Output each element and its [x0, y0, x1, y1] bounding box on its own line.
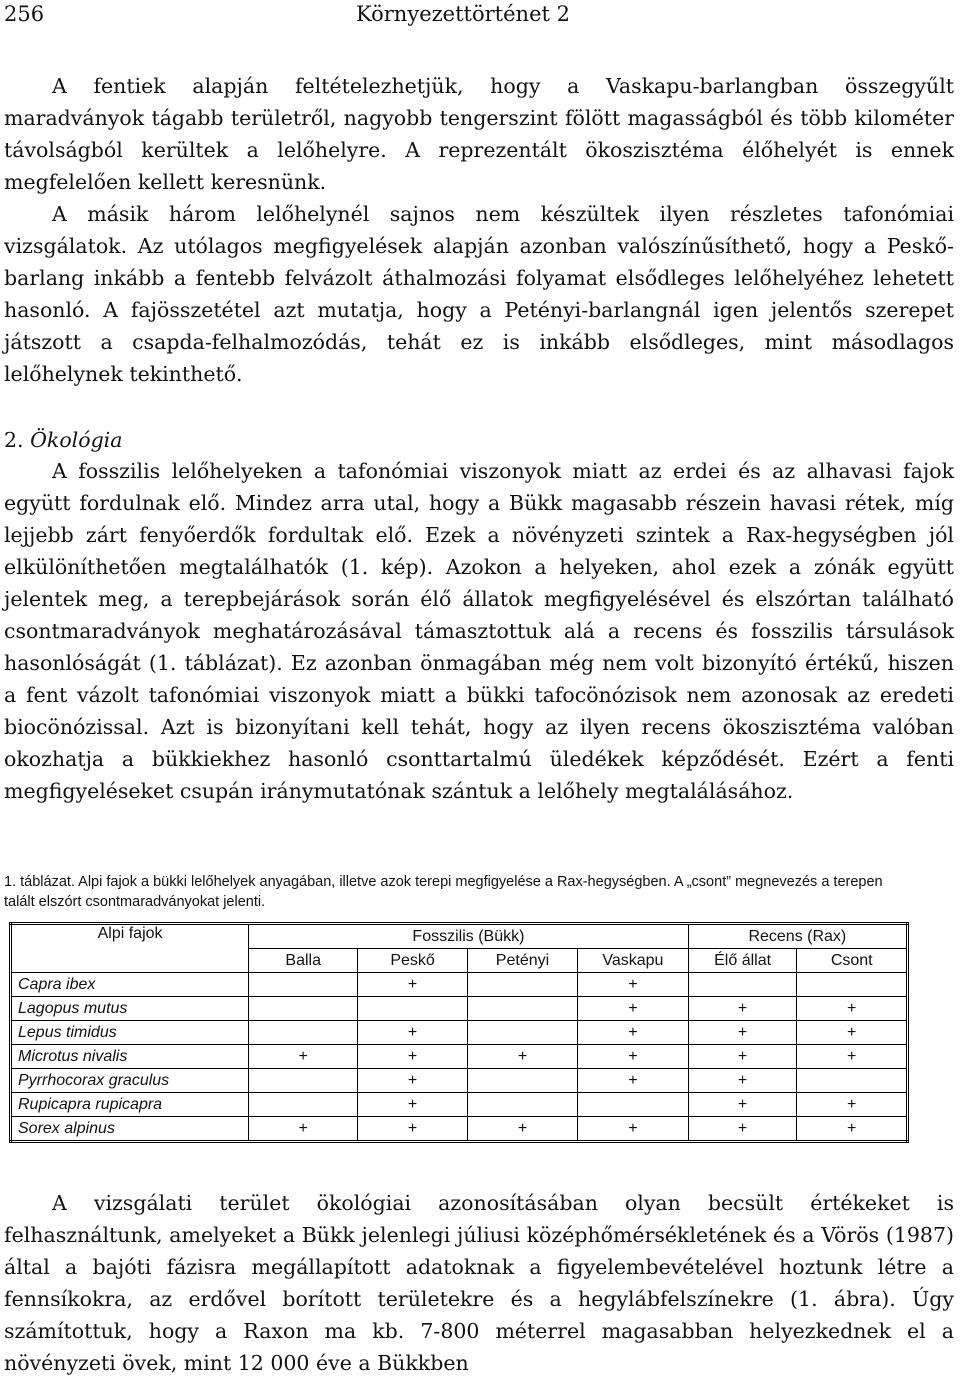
page-header	[0, 2, 960, 32]
table-cell: +	[249, 1045, 358, 1069]
table-cell: +	[688, 1069, 797, 1093]
table-cell: +	[358, 1069, 468, 1093]
page-number: 256	[4, 2, 45, 26]
table-cell: +	[467, 1045, 577, 1069]
section-title: Ökológia	[30, 428, 123, 452]
table-cell	[797, 973, 908, 997]
table-row	[11, 1093, 908, 1117]
table-cell	[467, 1093, 577, 1117]
table-cell: +	[578, 1021, 689, 1045]
table-cell: +	[797, 997, 908, 1021]
table-cell: +	[358, 1021, 468, 1045]
table-row	[11, 1069, 908, 1093]
species-name: Capra ibex	[11, 973, 249, 997]
paragraph-4: A vizsgálati terület ökológiai azonosításában olyan becsült értékeket is felhasználtunk, amelyeket a Bükk jelenlegi júliusi középhőmérsékletének és a Vörös (1987) által a bajóti fázisra megállapított adatoknak a figyelembevételével hoztunk létre a fennsíkokra, az erdővel borított területekre és a hegylábfelszínekre (1. ábra). Úgy számítottuk, hogy a Raxon ma kb. 7-800 méterrel magasabban helyezkednek el a növényzeti övek, mint 12 000 éve a Bükkben	[4, 1191, 954, 1375]
table-row	[11, 973, 908, 997]
table-cell: +	[578, 997, 689, 1021]
paragraph-3: A fosszilis lelőhelyeken a tafonómiai viszonyok miatt az erdei és az alhavasi fajok együtt fordulnak elő. Mindez arra utal, hogy a Bükk magasabb részein havasi rétek, míg lejjebb zárt fenyőerdők fordultak elő. Ezek a növényzeti szintek a Rax-hegységben jól elkülöníthetően megtalálhatók (1. kép). Azokon a helyeken, ahol ezek a zónák együtt jelentek meg, a terepbejárások során élő állatok megfigyelésével és elszórtan található csontmaradványok meghatározásával támasztottuk alá a recens és fosszilis társulások hasonlóságát (1. táblázat). Ez azonban önmagában még nem volt bizonyító értékű, hiszen a fent vázolt tafonómiai viszonyok miatt a bükki tafocönózisok nem azonosak az eredeti biocönózissal. Azt is bizonyítani kell tehát, hogy az ilyen recens ökoszisztéma valóban okozhatja a bükkiekhez hasonló csonttartalmú üledékek képződését. Ezért a fenti megfigyeléseket csupán iránymutatónak szántuk a lelőhely megtalálásához.	[4, 459, 954, 803]
species-name: Microtus nivalis	[11, 1045, 249, 1069]
column-header: Petényi	[467, 949, 577, 973]
table-cell	[249, 997, 358, 1021]
species-name: Sorex alpinus	[11, 1117, 249, 1142]
column-header: Balla	[249, 949, 358, 973]
table-cell: +	[578, 1045, 689, 1069]
species-name: Pyrrhocorax graculus	[11, 1069, 249, 1093]
table-cell: +	[688, 1117, 797, 1142]
table-cell: +	[688, 1021, 797, 1045]
table-row	[11, 1021, 908, 1045]
table-cell: +	[358, 1045, 468, 1069]
table-cell	[249, 1021, 358, 1045]
table-cell: +	[688, 1045, 797, 1069]
table-cell: +	[797, 1117, 908, 1142]
header-fossil: Fosszilis (Bükk)	[249, 924, 689, 949]
column-header: Csont	[797, 949, 908, 973]
table-cell	[358, 997, 468, 1021]
table-cell	[249, 973, 358, 997]
species-name: Rupicapra rupicapra	[11, 1093, 249, 1117]
table-header-row-1	[11, 924, 908, 949]
table-cell	[249, 1093, 358, 1117]
table-cell: +	[578, 1069, 689, 1093]
table-cell: +	[797, 1093, 908, 1117]
table-cell	[688, 973, 797, 997]
table-cell	[578, 1093, 689, 1117]
species-table	[9, 922, 909, 1143]
table-caption: 1. táblázat. Alpi fajok a bükki lelőhelyek anyagában, illetve azok terepi megfigyelése a Rax-hegységben. A „csont” megnevezés a terepen talált elszórt csontmaradványokat jelenti.	[4, 874, 883, 910]
section-heading	[4, 424, 122, 456]
table-cell: +	[358, 1093, 468, 1117]
column-header: Vaskapu	[578, 949, 689, 973]
table-cell	[467, 1021, 577, 1045]
table-cell	[249, 1069, 358, 1093]
paragraph-1: A fentiek alapján feltételezhetjük, hogy a Vaskapu-barlangban összegyűlt maradványok tágabb területről, nagyobb tengerszint fölött magasságból és több kilométer távolságból kerültek a lelőhelyre. A reprezentált ökoszisztéma élőhelyét is ennek megfelelően kellett keresnünk.	[4, 74, 954, 194]
table-cell: +	[249, 1117, 358, 1142]
table-cell: +	[797, 1021, 908, 1045]
table-cell: +	[578, 1117, 689, 1142]
table-row	[11, 1045, 908, 1069]
table-row	[11, 997, 908, 1021]
table-cell: +	[358, 1117, 468, 1142]
column-header: Peskő	[358, 949, 468, 973]
table-cell: +	[358, 973, 468, 997]
table-cell	[467, 997, 577, 1021]
paragraph-2: A másik három lelőhelynél sajnos nem készültek ilyen részletes tafonómiai vizsgálatok. Az utólagos megfigyelések alapján azonban valószínűsíthető, hogy a Peskő-barlang inkább a fentebb felvázolt áthalmozási folyamat elsődleges lelőhelyéhez lehetett hasonló. A fajösszetétel azt mutatja, hogy a Petényi-barlangnál igen jelentős szerepet játszott a csapda-felhalmozódás, tehát ez is inkább elsődleges, mint másodlagos lelőhelynek tekinthető.	[4, 202, 954, 386]
table-cell	[467, 973, 577, 997]
table-cell: +	[467, 1117, 577, 1142]
column-header: Élő állat	[688, 949, 797, 973]
table-cell: +	[578, 973, 689, 997]
section-number: 2.	[4, 428, 24, 452]
table-row	[11, 1117, 908, 1142]
table-cell: +	[688, 1093, 797, 1117]
header-recent: Recens (Rax)	[688, 924, 907, 949]
table-cell	[467, 1069, 577, 1093]
species-name: Lepus timidus	[11, 1021, 249, 1045]
running-title: Környezettörténet 2	[356, 2, 570, 26]
header-species: Alpi fajok	[11, 924, 249, 973]
species-name: Lagopus mutus	[11, 997, 249, 1021]
table-cell: +	[797, 1045, 908, 1069]
table-cell: +	[688, 997, 797, 1021]
table-cell	[797, 1069, 908, 1093]
